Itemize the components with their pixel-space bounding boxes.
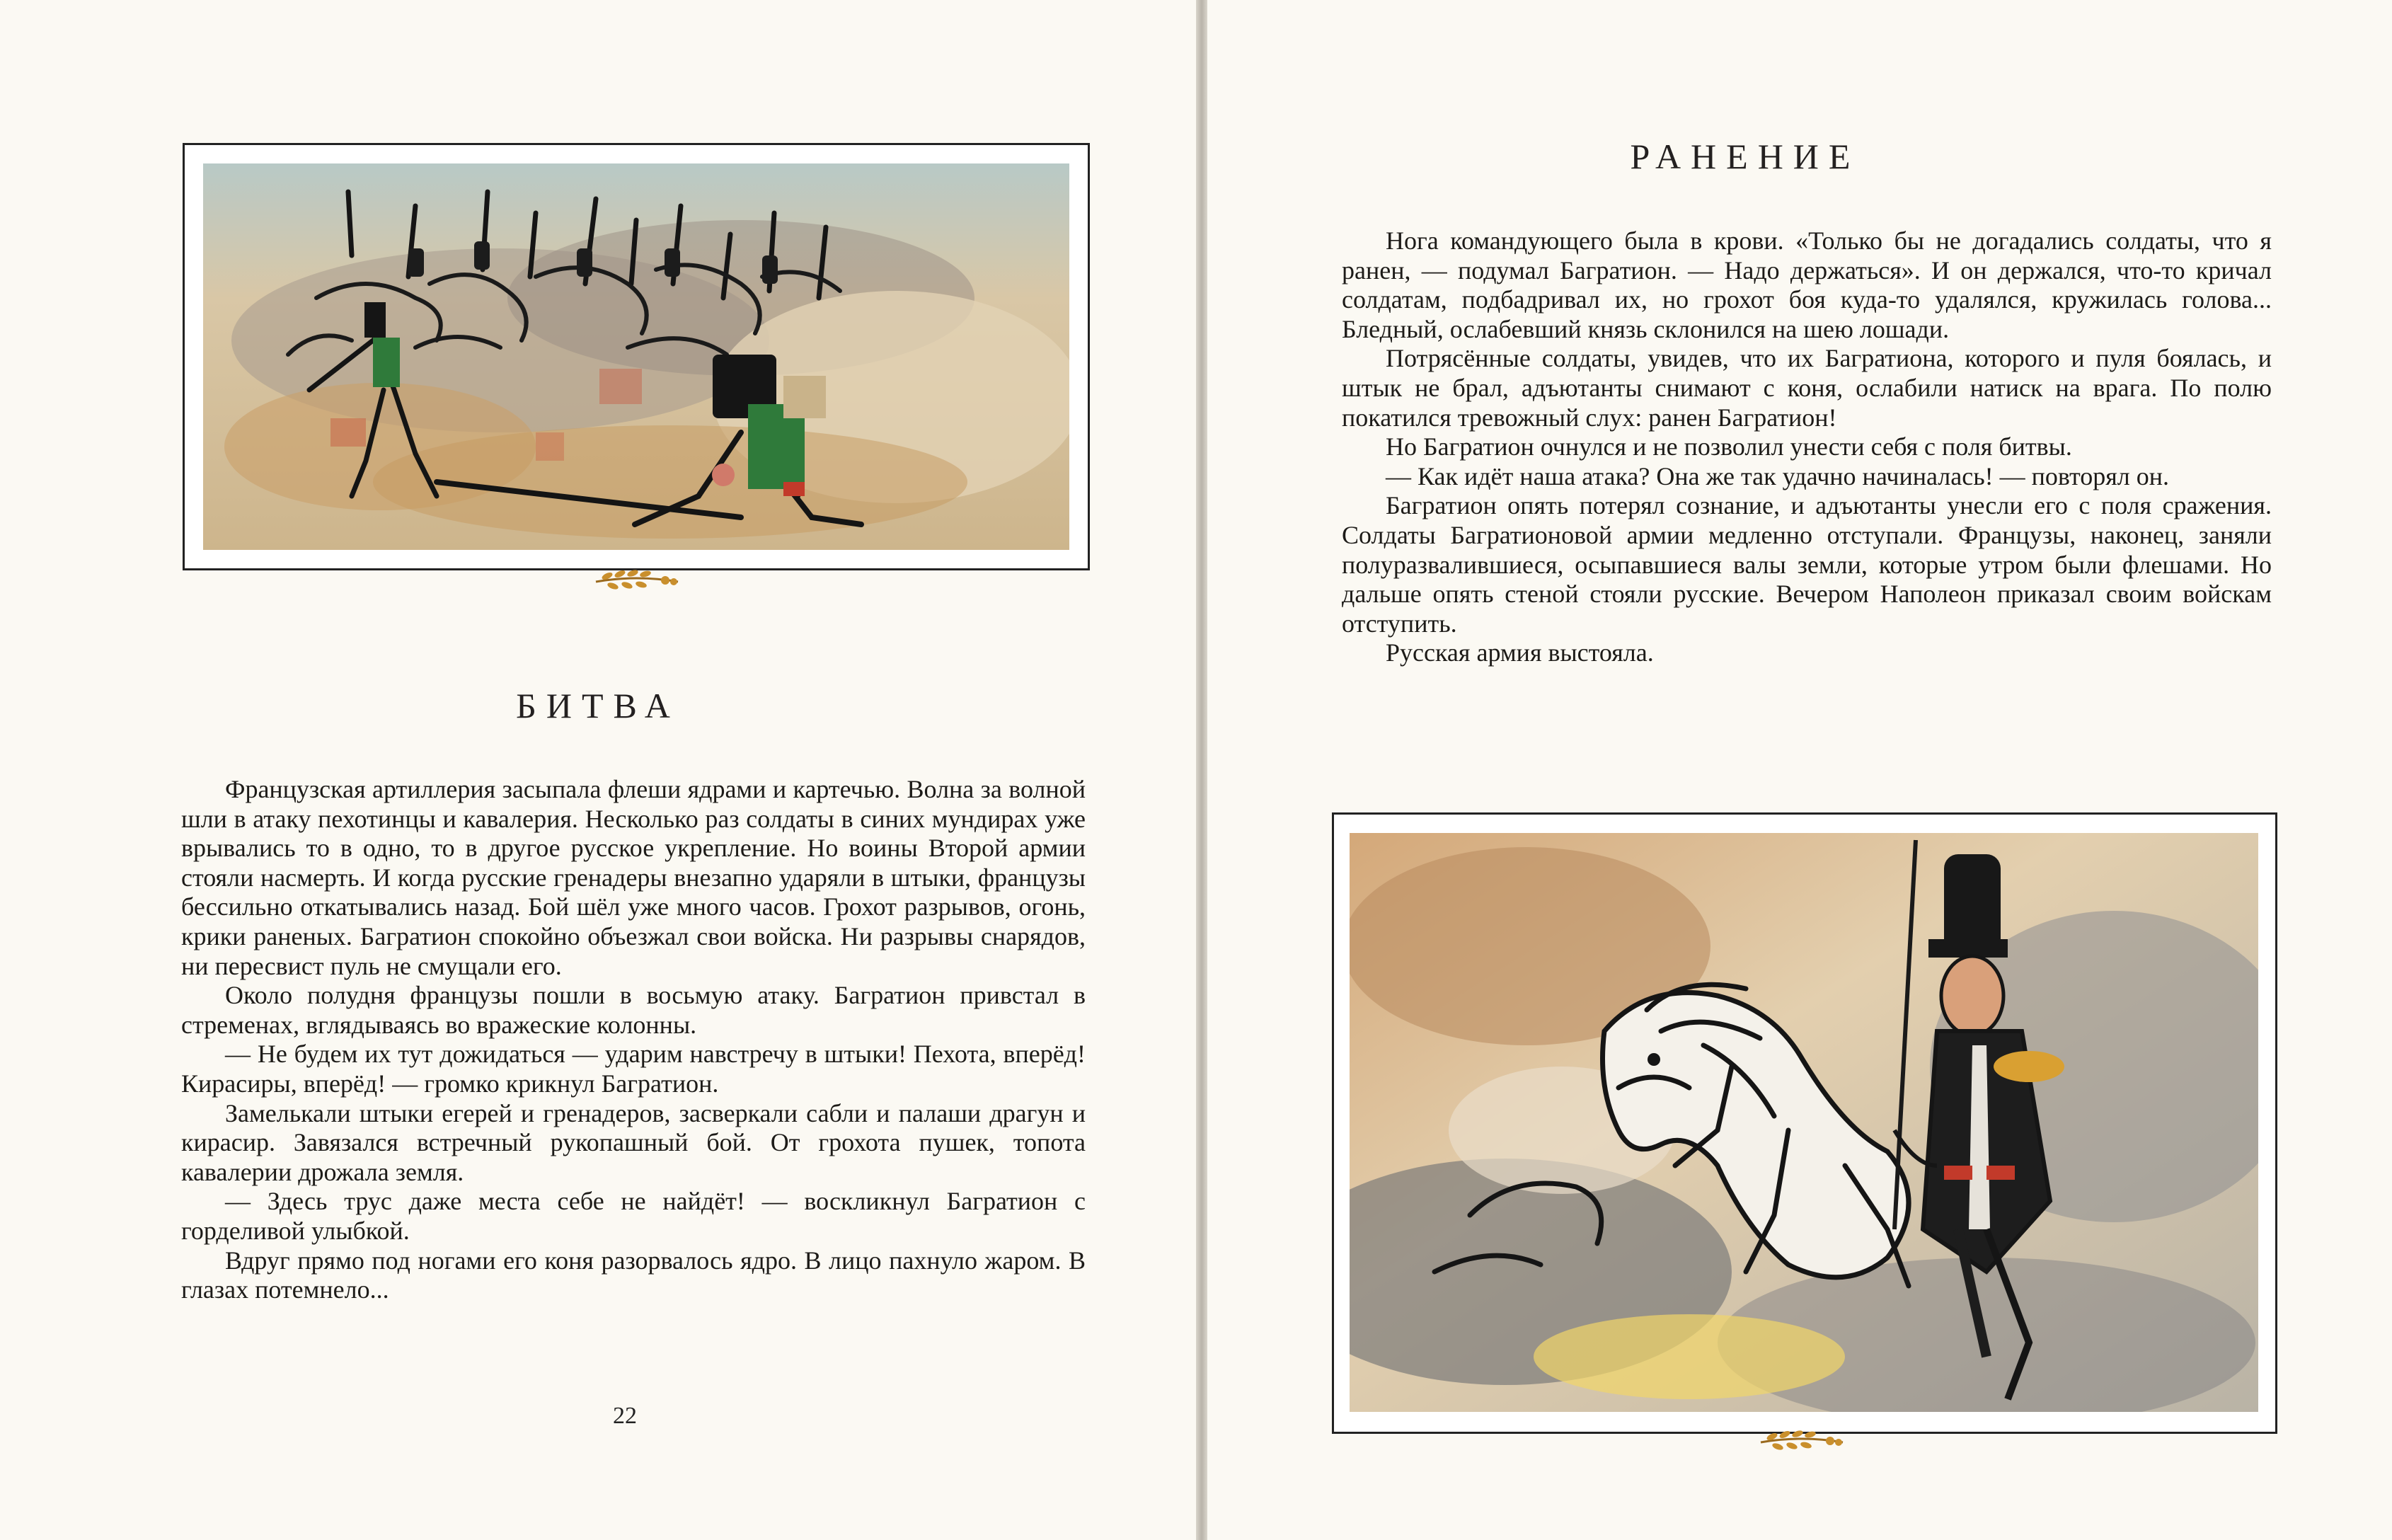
paragraph: Французская артиллерия засыпала флеши ядрами и картечью. Волна за волной шли в атаку пехотинцы и кавалерия. Несколько раз солдаты в синих мундирах уже врывались то в одно, то в другое русское укрепление. Но воины Второй армии стояли насмерть. И когда русские гренадеры внезапно ударяли в штыки, французы бессильно откатывались назад. Бой шёл уже много часов. Грохот разрывов, огонь, крики раненых. Багратион спокойно объезжал свои войска. Ни разрывы снарядов, ни пересвист пуль не смущали его. — [181, 775, 1086, 980]
paragraph: Вдруг прямо под ногами его коня разорвалось ядро. В лицо пахнуло жаром. В глазах потемнело... — [181, 1246, 1086, 1304]
page-number: 22 — [613, 1403, 637, 1429]
paragraph: — Не будем их тут дожидаться — ударим навстречу в штыки! Пехота, вперёд! Кирасиры, вперёд! — громко крикнул Багратион. — [181, 1040, 1086, 1098]
right-body-text — [1342, 226, 2272, 668]
chapter-title-wound: РАНЕНИЕ — [1630, 137, 1861, 176]
left-body-text — [181, 775, 1086, 1305]
paragraph: — Здесь трус даже места себе не найдёт! — воскликнул Багратион с горделивой улыбкой. — [181, 1187, 1086, 1245]
left-illustration-frame — [183, 143, 1090, 570]
paragraph: Потрясённые солдаты, увидев, что их Багратиона, которого и пуля боялась, и штык не брал, адъютанты снимают с коня, ослабили натиск на врага. По полю покатился тревожный слух: ранен Багратион! — [1342, 344, 2272, 432]
paragraph: Около полудня французы пошли в восьмую атаку. Багратион привстал в стременах, вглядываясь во вражеские колонны. — [181, 981, 1086, 1039]
paragraph: — Как идёт наша атака? Она же так удачно начиналась! — повторял он. — [1386, 461, 2170, 490]
laurel-branch-icon — [592, 566, 682, 594]
book-gutter — [1196, 0, 1207, 1540]
paragraph: Но Багратион очнулся и не позволил унести себя с поля битвы. — [1386, 432, 2072, 461]
right-illustration-frame — [1332, 812, 2277, 1434]
laurel-branch-icon — [1756, 1427, 1847, 1455]
right-page — [1207, 0, 2392, 1540]
paragraph: Нога командующего была в крови. «Только бы не догадались солдаты, что я ранен, — подумал Багратион. — Надо держаться». И он держался, что-то кричал солдатам, подбадривал их, но грохот боя куда-то удалялся, кружилась голова... Бледный, ослабевший князь склонился на шею лошади. — [1342, 226, 2272, 343]
paragraph: Русская армия выстояла. — [1386, 638, 1654, 667]
cavalry-battle-illustration — [203, 163, 1069, 550]
paragraph: Багратион опять потерял сознание, и адъютанты унесли его с поля сражения. Солдаты Багратионовой армии медленно отступали. Французы, наконец, заняли полуразвалившиеся, осыпавшиеся валы земли, которые утром были флешами. Но дальше опять стеной стояли русские. Вечером Наполеон приказал своим войскам отступить. — [1342, 491, 2272, 638]
chapter-title-battle: БИТВА — [516, 686, 680, 725]
mounted-officer-illustration — [1350, 833, 2258, 1412]
paragraph: Замелькали штыки егерей и гренадеров, засверкали сабли и палаши драгун и кирасир. Завязался встречный рукопашный бой. От грохота пушек, топота кавалерии дрожала земля. — [181, 1098, 1086, 1186]
